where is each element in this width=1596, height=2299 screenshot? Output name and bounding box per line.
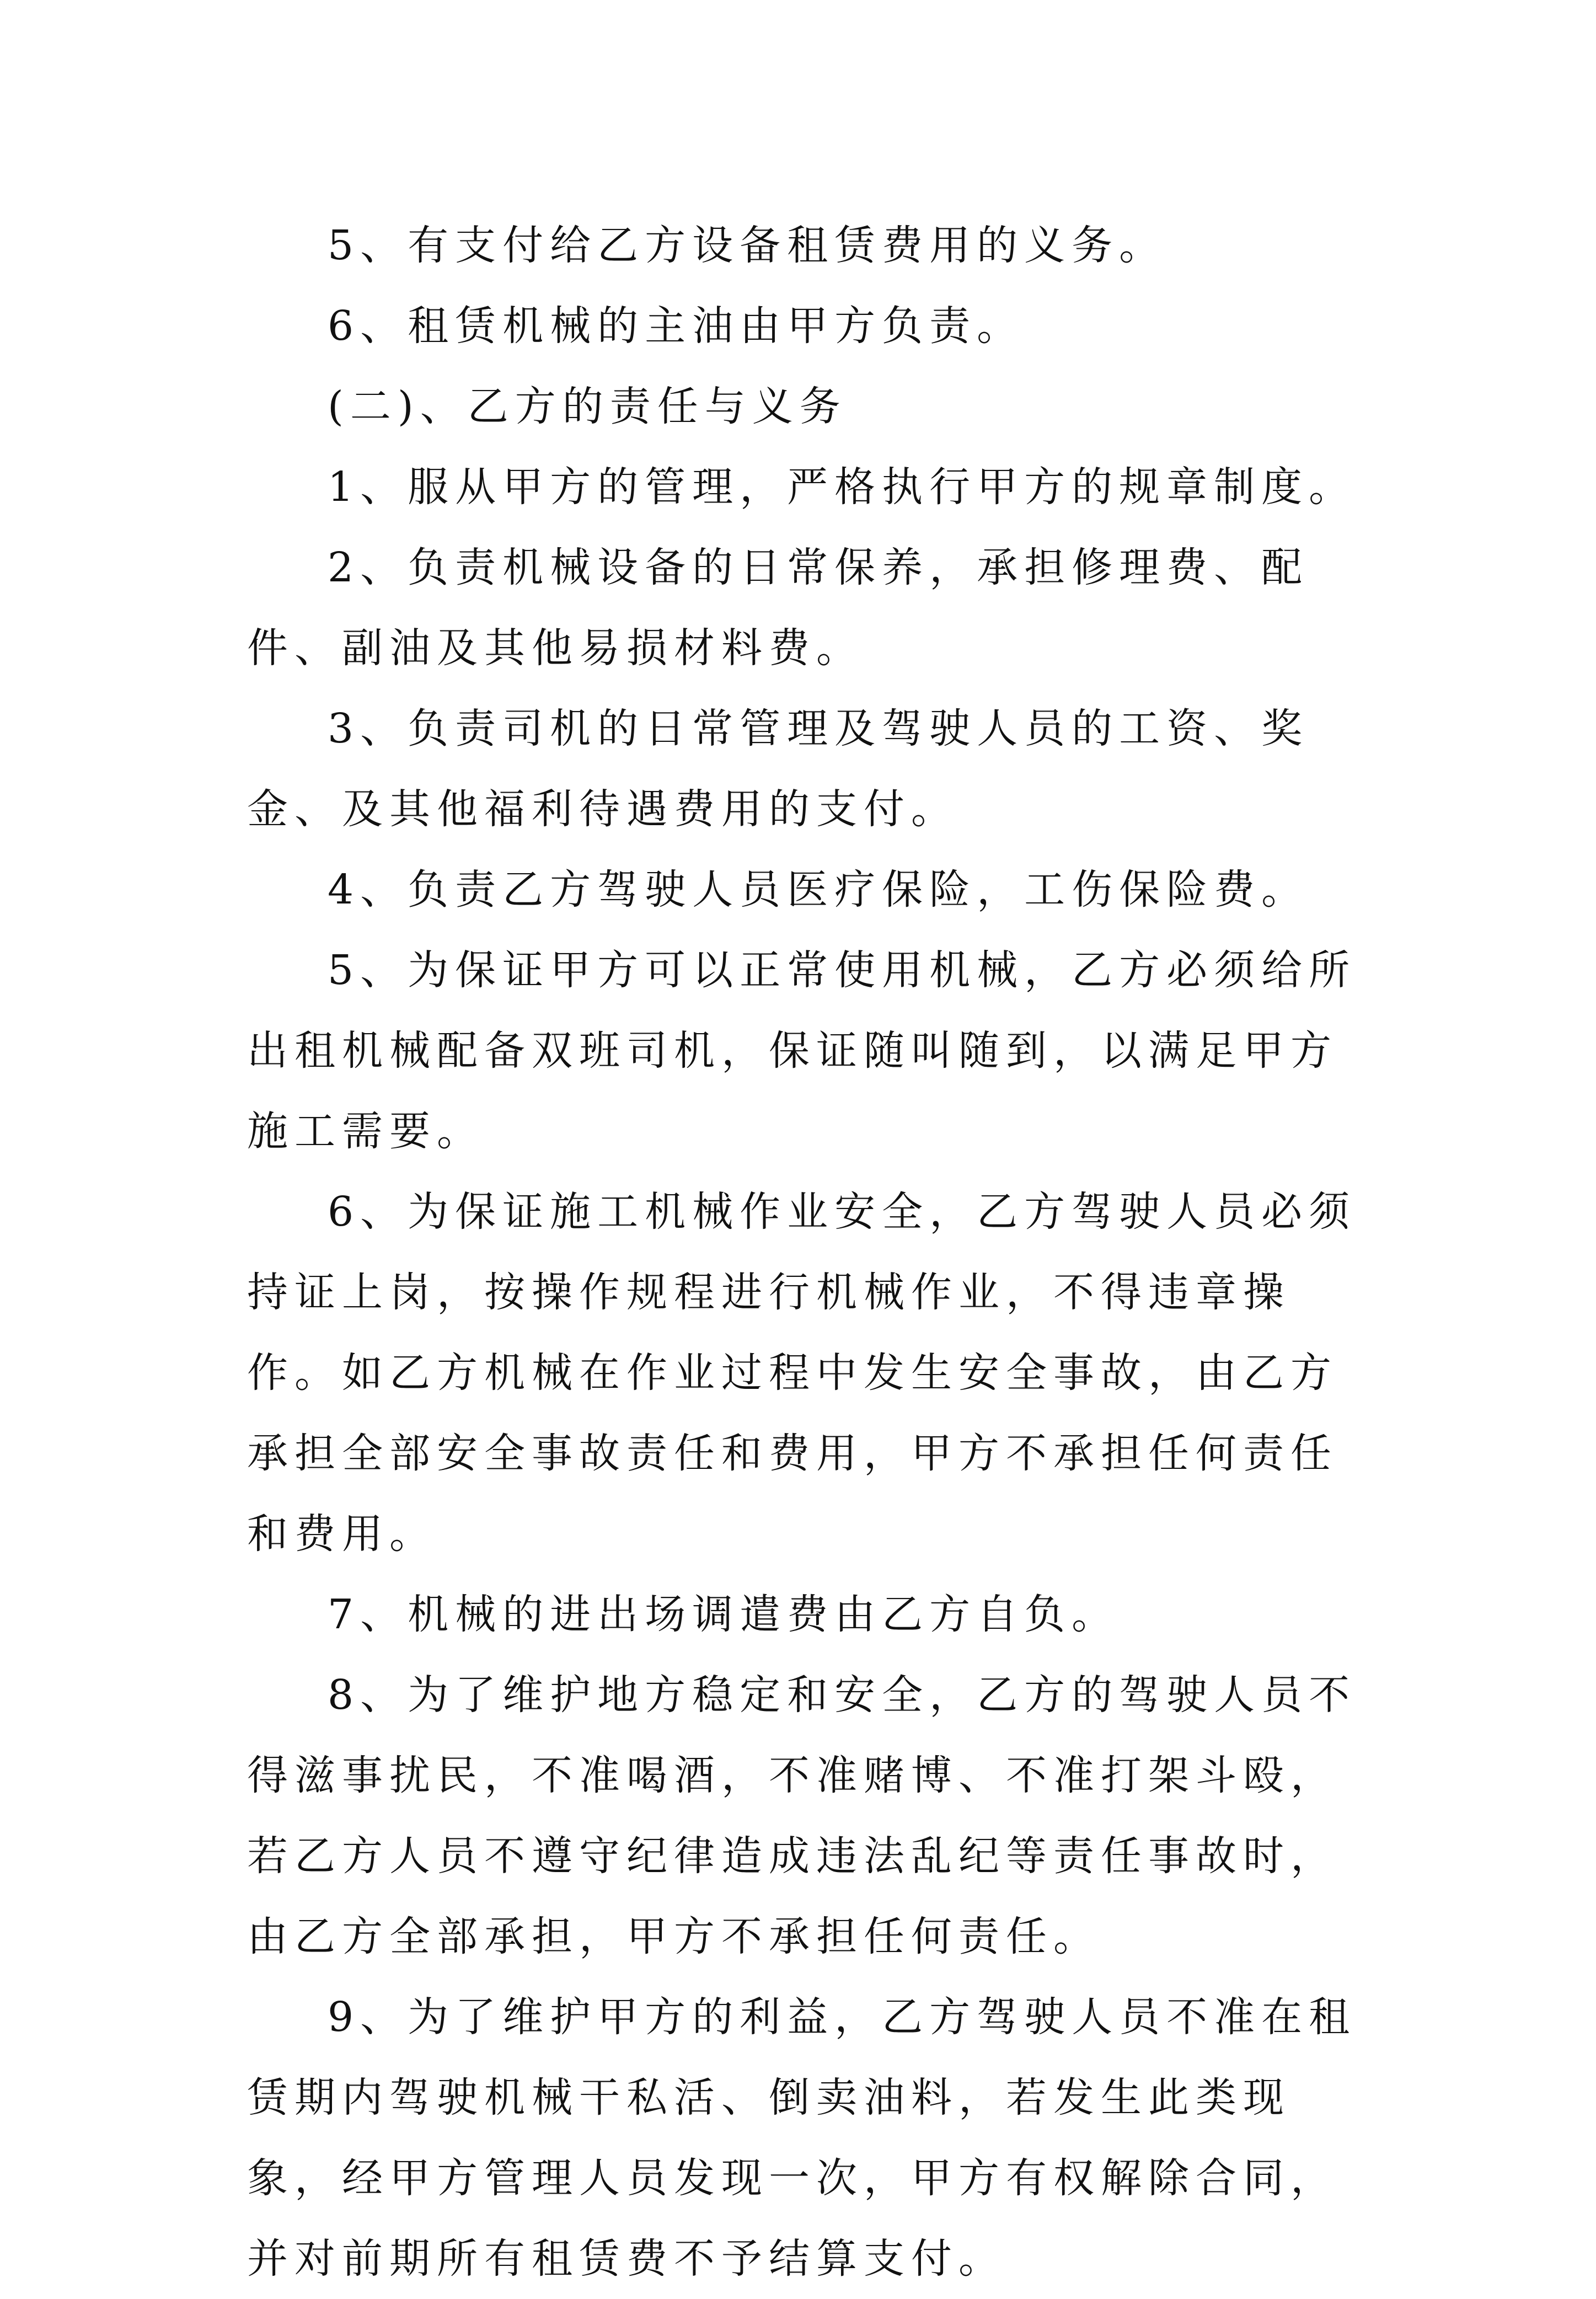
clause-b1: 1、服从甲方的管理，严格执行甲方的规章制度。: [328, 463, 1357, 511]
clause-b5: 5、为保证甲方可以正常使用机械，乙方必须给所出租机械配备双班司机，保证随叫随到，以满足甲方施工需要。: [247, 947, 1357, 1155]
clause-b3: 3、负责司机的日常管理及驾驶人员的工资、奖金、及其他福利待遇费用的支付。: [247, 705, 1309, 833]
contract-body: [247, 205, 1361, 2299]
clause-b8: 8、为了维护地方稳定和安全，乙方的驾驶人员不得滋事扰民，不准喝酒，不准赌博、不准打架斗殴，若乙方人员不遵守纪律造成违法乱纪等责任事故时，由乙方全部承担，甲方不承担任何责任。: [247, 1671, 1357, 1960]
clause-a5: 5、有支付给乙方设备租赁费用的义务。: [328, 222, 1167, 269]
clause-b9: 9、为了维护甲方的利益，乙方驾驶人员不准在租赁期内驾驶机械干私活、倒卖油料，若发生此类现象，经甲方管理人员发现一次，甲方有权解除合同，并对前期所有租赁费不予结算支付。: [247, 1993, 1357, 2282]
clause-b2: 2、负责机械设备的日常保养，承担修理费、配件、副油及其他易损材料费。: [247, 544, 1309, 672]
clause-b6: 6、为保证施工机械作业安全，乙方驾驶人员必须持证上岗，按操作规程进行机械作业，不得违章操作。如乙方机械在作业过程中发生安全事故，由乙方承担全部安全事故责任和费用，甲方不承担任何责任和费用。: [247, 1188, 1357, 1558]
clause-b4: 4、负责乙方驾驶人员医疗保险，工伤保险费。: [328, 866, 1309, 913]
clause-a6: 6、租赁机械的主油由甲方负责。: [328, 302, 1025, 350]
clause-b7: 7、机械的进出场调遣费由乙方自负。: [328, 1591, 1120, 1638]
section-heading-party-b: (二)、乙方的责任与义务: [328, 383, 847, 430]
